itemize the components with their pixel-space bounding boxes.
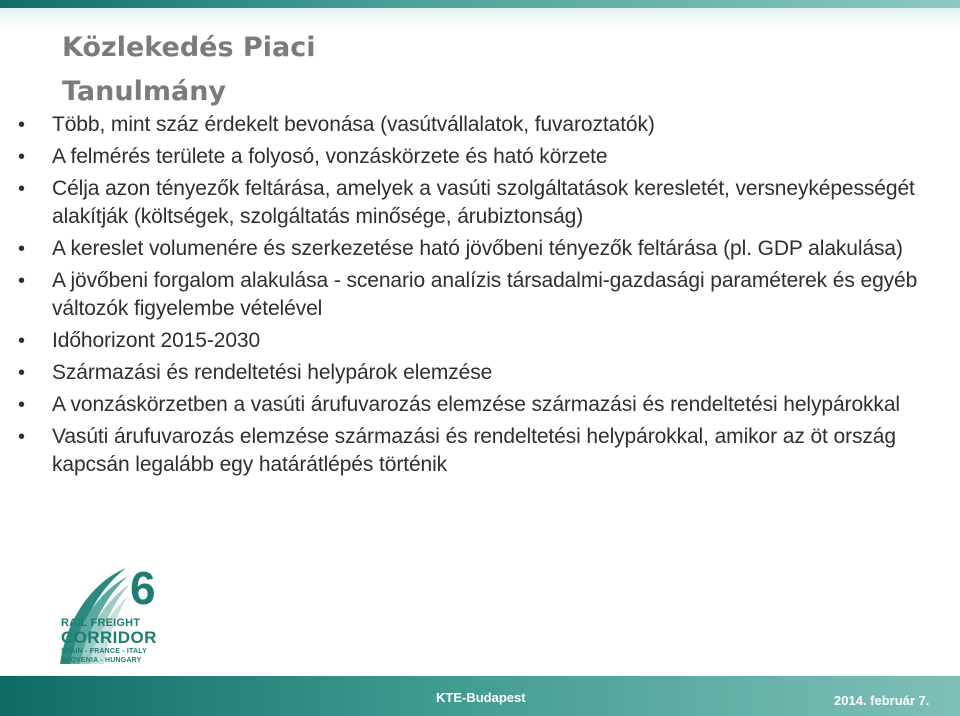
bullet-text: Célja azon tényezők feltárása, amelyek a vasúti szolgáltatások keresletét, versneyképességét alakítják (költségek, szolgáltatás minősége, árubiztonság) — [52, 177, 915, 228]
bullet-list — [18, 111, 948, 483]
logo-number: 6 — [130, 562, 156, 614]
slide-title — [62, 26, 462, 114]
bullet-item-9 — [18, 423, 948, 479]
bullet-dot-icon: • — [18, 330, 25, 352]
bullet-text: A felmérés területe a folyosó, vonzáskörzete és ható körzete — [52, 145, 608, 168]
bullet-text: Vasúti árufuvarozás elemzése származási és rendeltetési helypárokkal, amikor az öt ország kapcsán legalább egy határátlépés történik — [52, 425, 896, 476]
top-accent-band — [0, 0, 960, 8]
slide-title-line2: Tanulmány — [62, 76, 227, 107]
bullet-dot-icon: • — [18, 238, 25, 260]
bullet-text: A vonzáskörzetben a vasúti árufuvarozás elemzése származási és rendeltetési helypárokkal — [52, 393, 900, 416]
bullet-item-3 — [18, 175, 948, 231]
bullet-item-7 — [18, 359, 948, 387]
logo-corridor: CORRIDOR — [61, 628, 157, 647]
bullet-text: Származási és rendeltetési helypárok elemzése — [52, 361, 493, 384]
footer-date: 2014. február 7. — [834, 693, 930, 708]
bullet-dot-icon: • — [18, 270, 25, 292]
footer-organization: KTE-Budapest — [436, 690, 526, 705]
bullet-dot-icon: • — [18, 394, 25, 416]
bullet-dot-icon: • — [18, 426, 25, 448]
bullet-text: Időhorizont 2015-2030 — [52, 329, 261, 352]
top-band-fade — [0, 8, 960, 28]
bullet-item-8 — [18, 391, 948, 419]
bullet-item-6 — [18, 327, 948, 355]
bullet-text: A kereslet volumenére és szerkezetése ható jövőbeni tényezők feltárása (pl. GDP alakulása) — [52, 237, 903, 260]
bullet-dot-icon: • — [18, 362, 25, 384]
bullet-item-5 — [18, 267, 948, 323]
bullet-dot-icon: • — [18, 178, 25, 200]
rail-freight-corridor-logo — [52, 560, 172, 672]
logo-countries-line1: SPAIN - FRANCE - ITALY — [61, 648, 147, 655]
logo-countries-line2: SLOVENIA - HUNGARY — [61, 657, 142, 664]
bullet-item-2 — [18, 143, 948, 171]
bullet-dot-icon: • — [18, 146, 25, 168]
bullet-item-1 — [18, 111, 948, 139]
bullet-dot-icon: • — [18, 114, 25, 136]
bullet-item-4 — [18, 235, 948, 263]
bullet-text: A jövőbeni forgalom alakulása - scenario analízis társadalmi-gazdasági paraméterek és egyéb változók figyelembe vételével — [52, 269, 918, 320]
logo-rail-freight: RAIL FREIGHT — [61, 617, 141, 629]
slide-title-line1: Közlekedés Piaci — [62, 32, 316, 63]
bullet-text: Több, mint száz érdekelt bevonása (vasútvállalatok, fuvaroztatók) — [52, 113, 655, 136]
